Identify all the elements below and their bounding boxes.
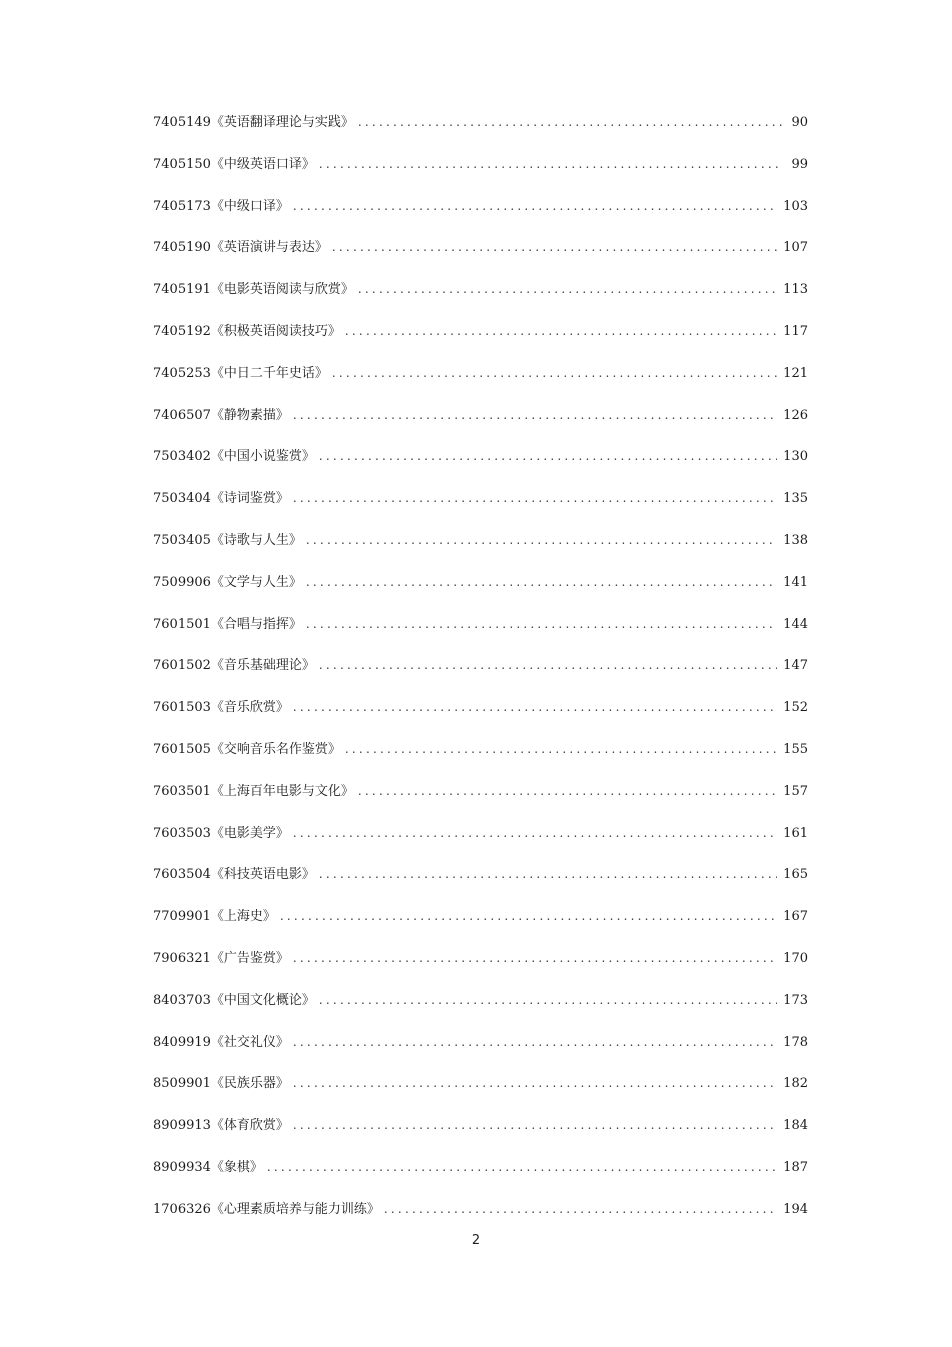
toc-entry[interactable] — [153, 861, 808, 903]
toc-entry-page: 194 — [783, 1201, 808, 1217]
toc-entry[interactable] — [153, 527, 808, 569]
toc-entry[interactable] — [153, 945, 808, 987]
toc-entry[interactable] — [153, 360, 808, 402]
dot-leader — [293, 402, 777, 428]
toc-entry-page: 138 — [783, 532, 808, 548]
dot-leader — [306, 527, 777, 553]
toc-entry-page: 155 — [783, 741, 808, 757]
dot-leader — [280, 903, 777, 929]
dot-leader — [319, 151, 782, 177]
toc-entry-title: 7603501《上海百年电影与文化》 — [153, 783, 354, 799]
toc-entry-title: 7405150《中级英语口译》 — [153, 156, 315, 172]
dot-leader — [332, 234, 777, 260]
dot-leader — [319, 652, 777, 678]
toc-entry-page: 152 — [783, 700, 808, 716]
toc-entry-title: 7601501《合唱与指挥》 — [153, 616, 302, 632]
toc-entry[interactable] — [153, 485, 808, 527]
toc-entry-page: 107 — [783, 240, 808, 256]
toc-entry[interactable] — [153, 987, 808, 1029]
dot-leader — [293, 1070, 777, 1096]
toc-entry-page: 178 — [783, 1034, 808, 1050]
dot-leader — [358, 109, 782, 135]
toc-entry[interactable] — [153, 611, 808, 653]
toc-entry-page: 173 — [783, 992, 808, 1008]
dot-leader — [345, 318, 777, 344]
toc-entry-title: 7406507《静物素描》 — [153, 407, 289, 423]
toc-entry-page: 144 — [783, 616, 808, 632]
toc-entry[interactable] — [153, 1029, 808, 1071]
toc-entry[interactable] — [153, 1196, 808, 1238]
toc-entry[interactable] — [153, 276, 808, 318]
toc-entry-page: 182 — [783, 1076, 808, 1092]
toc-entry-title: 7601505《交响音乐名作鉴赏》 — [153, 741, 341, 757]
toc-entry[interactable] — [153, 1070, 808, 1112]
toc-entry[interactable] — [153, 694, 808, 736]
dot-leader — [293, 485, 777, 511]
dot-leader — [319, 987, 777, 1013]
toc-entry[interactable] — [153, 820, 808, 862]
toc-entry-page: 167 — [783, 909, 808, 925]
toc-entry-title: 7601502《音乐基础理论》 — [153, 658, 315, 674]
dot-leader — [358, 276, 777, 302]
toc-entry-title: 7503404《诗词鉴赏》 — [153, 491, 289, 507]
toc-entry-title: 7405253《中日二千年史话》 — [153, 365, 328, 381]
toc-entry-page: 165 — [783, 867, 808, 883]
toc-entry-title: 8403703《中国文化概论》 — [153, 992, 315, 1008]
toc-entry-page: 99 — [791, 156, 808, 172]
toc-entry-page: 103 — [783, 198, 808, 214]
toc-entry-title: 8909934《象棋》 — [153, 1159, 263, 1175]
toc-entry-page: 121 — [783, 365, 808, 381]
toc-entry[interactable] — [153, 778, 808, 820]
dot-leader — [358, 778, 777, 804]
toc-entry-title: 7906321《广告鉴赏》 — [153, 950, 289, 966]
toc-entry-title: 7503402《中国小说鉴赏》 — [153, 449, 315, 465]
toc-entry-page: 135 — [783, 491, 808, 507]
dot-leader — [293, 820, 777, 846]
toc-entry-title: 7405192《积极英语阅读技巧》 — [153, 323, 341, 339]
dot-leader — [267, 1154, 777, 1180]
toc-entry[interactable] — [153, 151, 808, 193]
toc-entry-page: 187 — [783, 1159, 808, 1175]
toc-entry[interactable] — [153, 234, 808, 276]
toc-entry-title: 8909913《体育欣赏》 — [153, 1118, 289, 1134]
toc-entry[interactable] — [153, 402, 808, 444]
toc-entry-title: 7405173《中级口译》 — [153, 198, 289, 214]
toc-entry[interactable] — [153, 569, 808, 611]
toc-entry[interactable] — [153, 903, 808, 945]
page-number: 2 — [471, 1233, 481, 1248]
toc-entry-page: 157 — [783, 783, 808, 799]
table-of-contents — [153, 109, 808, 1238]
dot-leader — [293, 945, 777, 971]
dot-leader — [293, 694, 777, 720]
toc-entry[interactable] — [153, 193, 808, 235]
toc-entry-page: 184 — [783, 1118, 808, 1134]
dot-leader — [332, 360, 777, 386]
toc-entry-title: 1706326《心理素质培养与能力训练》 — [153, 1201, 380, 1217]
dot-leader — [306, 569, 777, 595]
toc-entry-title: 8409919《社交礼仪》 — [153, 1034, 289, 1050]
dot-leader — [384, 1196, 777, 1222]
toc-entry[interactable] — [153, 443, 808, 485]
toc-entry-page: 90 — [791, 115, 808, 130]
toc-entry-page: 126 — [783, 407, 808, 423]
toc-entry-title: 7405149《英语翻译理论与实践》 — [153, 115, 354, 130]
toc-entry-page: 141 — [783, 574, 808, 590]
dot-leader — [319, 443, 777, 469]
toc-entry-page: 161 — [783, 825, 808, 841]
dot-leader — [306, 611, 777, 637]
dot-leader — [293, 1112, 777, 1138]
toc-entry[interactable] — [153, 318, 808, 360]
toc-entry-page: 130 — [783, 449, 808, 465]
dot-leader — [293, 193, 777, 219]
toc-entry-title: 7603504《科技英语电影》 — [153, 867, 315, 883]
toc-entry[interactable] — [153, 652, 808, 694]
dot-leader — [293, 1029, 777, 1055]
toc-entry-title: 7503405《诗歌与人生》 — [153, 532, 302, 548]
toc-entry[interactable] — [153, 736, 808, 778]
toc-entry-title: 7709901《上海史》 — [153, 909, 276, 925]
toc-entry-title: 7405191《电影英语阅读与欣赏》 — [153, 282, 354, 298]
dot-leader — [345, 736, 777, 762]
toc-entry[interactable] — [153, 109, 808, 151]
toc-entry-title: 7603503《电影美学》 — [153, 825, 289, 841]
dot-leader — [319, 861, 777, 887]
toc-entry[interactable] — [153, 1154, 808, 1196]
toc-entry-title: 7509906《文学与人生》 — [153, 574, 302, 590]
toc-entry-page: 117 — [783, 323, 808, 339]
toc-entry-title: 7405190《英语演讲与表达》 — [153, 240, 328, 256]
toc-entry-page: 170 — [783, 950, 808, 966]
toc-entry[interactable] — [153, 1112, 808, 1154]
toc-entry-title: 7601503《音乐欣赏》 — [153, 700, 289, 716]
toc-entry-page: 113 — [783, 282, 808, 298]
toc-entry-page: 147 — [783, 658, 808, 674]
toc-entry-title: 8509901《民族乐器》 — [153, 1076, 289, 1092]
